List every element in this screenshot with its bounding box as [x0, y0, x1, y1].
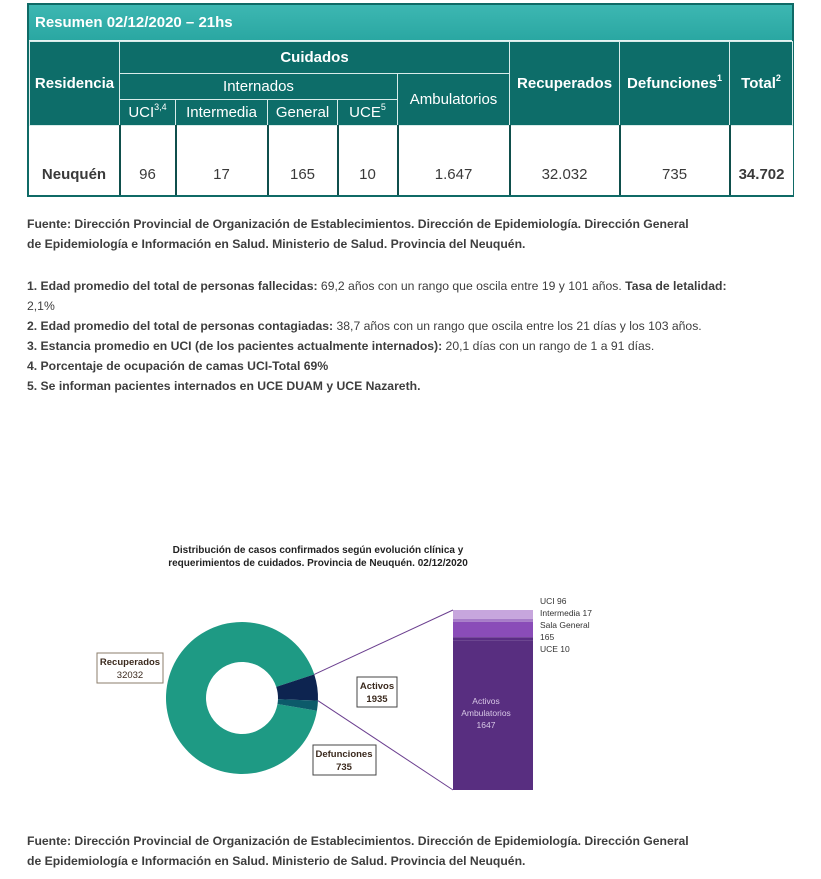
source-line-2: de Epidemiología e Información en Salud. Ministerio de Salud. Provincia del Neuquén.: [27, 237, 526, 251]
footnote-5: 5. Se informan pacientes internados en UCE DUAM y UCE Nazareth.: [27, 379, 421, 393]
callout-activos-value: 1935: [366, 694, 388, 705]
bar-label-sala-general-value: 165: [540, 632, 555, 642]
connector-line-top: [314, 610, 453, 674]
bar-segment-intermedia: [453, 619, 533, 622]
cell-uce: 10: [338, 126, 398, 195]
header-total: Total$^2$: [730, 42, 793, 126]
header-defunciones: Defunciones$^1$: [620, 42, 730, 126]
source-bottom-line-1: Fuente: Dirección Provincial de Organización de Establecimientos. Dirección de Epidemiología. Dirección General: [27, 834, 689, 848]
chart-title: Distribución de casos confirmados según evolución clínica y requerimientos de cuidados. Provincia de Neuquén. 02/12/2020: [168, 545, 468, 569]
cell-recuperados: 32.032: [510, 126, 620, 195]
header-internados: Internados: [120, 74, 398, 100]
header-intermedia: Intermedia: [176, 100, 268, 126]
callout-recuperados: [97, 653, 163, 683]
bar-inner-label-2: Ambulatorios: [461, 708, 511, 718]
summary-grid: [29, 41, 793, 195]
cell-residencia: Neuquén: [30, 126, 120, 195]
bar-label-intermedia: Intermedia 17: [540, 608, 592, 618]
header-recuperados: Recuperados: [510, 42, 620, 126]
source-note-bottom: [27, 831, 737, 871]
header-general: General: [268, 100, 338, 126]
table-title: Resumen 02/12/2020 – 21hs: [29, 5, 792, 41]
callout-recuperados-label: Recuperados: [99, 657, 161, 668]
callout-defunciones: [313, 745, 376, 775]
cases-distribution-chart: [0, 590, 821, 820]
header-uce: UCE$^5$: [338, 100, 398, 126]
header-ambulatorios: Ambulatorios: [398, 74, 510, 126]
callout-activos: [357, 677, 397, 707]
summary-table: [27, 3, 794, 197]
bar-inner-label-1: Activos: [472, 696, 500, 706]
bar-label-sala-general: Sala General: [540, 620, 590, 630]
header-uci: UCI$^{3,4}$: [120, 100, 176, 126]
bar-label-uce: UCE 10: [540, 644, 570, 654]
source-note-top: [27, 214, 737, 254]
header-cuidados: Cuidados: [120, 42, 510, 74]
footnote-1: 1. Edad promedio del total de personas fallecidas: 69,2 años con un rango que oscila entre 19 y 101 años. Tasa de letalidad: 2,1%: [27, 279, 727, 313]
bar-label-uci: UCI 96: [540, 596, 567, 606]
cell-ambulatorios: 1.647: [398, 126, 510, 195]
bar-segment-uce: [453, 637, 533, 640]
bar-segment-uci: [453, 610, 533, 619]
callout-recuperados-value: 32032: [116, 670, 144, 681]
cell-defunciones: 735: [620, 126, 730, 195]
header-residencia: Residencia: [30, 42, 120, 126]
callout-defunciones-value: 735: [336, 762, 352, 773]
footnote-4: 4. Porcentaje de ocupación de camas UCI-Total 69%: [27, 359, 329, 373]
footnote-3: 3. Estancia promedio en UCI (de los pacientes actualmente internados): 20,1 días con un rango de 1 a 91 días.: [27, 339, 655, 353]
cell-uci: 96: [120, 126, 176, 195]
footnote-2: 2. Edad promedio del total de personas contagiadas: 38,7 años con un rango que oscila entre los 21 días y los 103 años.: [27, 319, 702, 333]
cell-total: 34.702: [730, 126, 793, 195]
donut-chart: [166, 622, 318, 774]
footnotes: [27, 276, 737, 396]
table-row: [30, 126, 793, 195]
callout-defunciones-label: Defunciones: [315, 749, 373, 760]
cell-intermedia: 17: [176, 126, 268, 195]
bar-segment-sala-general: [453, 622, 533, 637]
bar-inner-label-3: 1647: [476, 720, 496, 730]
source-line-1: Fuente: Dirección Provincial de Organización de Establecimientos. Dirección de Epidemiología. Dirección General: [27, 217, 689, 231]
callout-activos-label: Activos: [359, 681, 395, 692]
cell-general: 165: [268, 126, 338, 195]
source-bottom-line-2: de Epidemiología e Información en Salud. Ministerio de Salud. Provincia del Neuquén.: [27, 854, 526, 868]
